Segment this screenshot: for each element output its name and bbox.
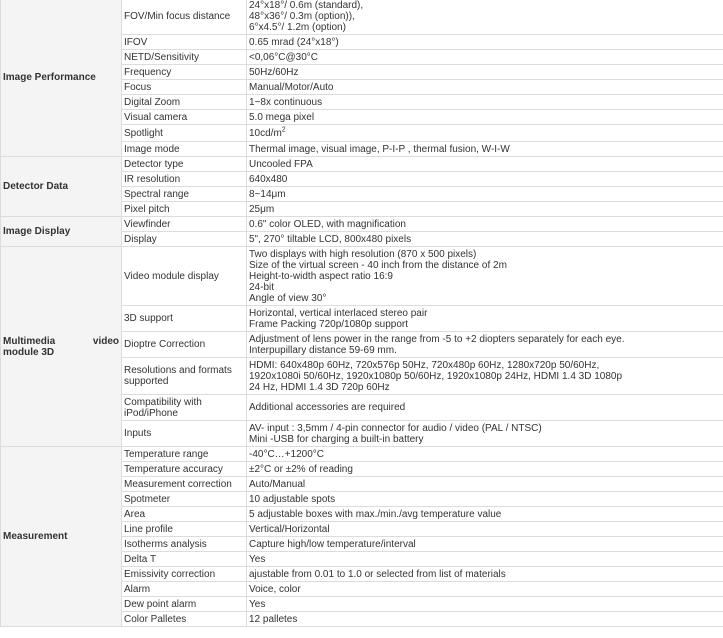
spec-value-text: 25μm	[249, 203, 275, 215]
spec-label: Detector type	[122, 157, 247, 172]
spec-value-text: ajustable from 0.01 to 1.0 or selected from list of materials	[249, 568, 506, 580]
spec-label: IR resolution	[122, 172, 247, 187]
spec-value	[247, 507, 723, 522]
spec-value-text: Auto/Manual	[249, 478, 306, 490]
spec-value	[247, 142, 723, 157]
spec-label: Video module display	[122, 247, 247, 306]
spec-value	[247, 582, 723, 597]
spec-value	[247, 0, 723, 35]
spec-group-heading: Detector Data	[1, 157, 122, 217]
specifications-table-body	[1, 0, 723, 627]
spec-value	[247, 492, 723, 507]
spec-value-text: AV- input : 3,5mm / 4-pin connector for audio / video (PAL / NTSC) Mini -USB for charging a built-in battery	[249, 422, 542, 445]
spec-value-text: 24°x18°/ 0.6m (standard), 48°x36°/ 0.3m (option)), 6°x4.5°/ 1.2m (option)	[249, 0, 364, 33]
spec-value	[247, 447, 723, 462]
spec-value-text: Capture high/low temperature/interval	[249, 538, 416, 550]
spec-value-text: Two displays with high resolution (870 x 500 pixels) Size of the virtual screen - 40 inch from the distance of 2m Height-to-width aspect ratio 16:9 24-bit Angle of view 30°	[249, 248, 507, 304]
spec-value	[247, 332, 723, 358]
spec-group-heading: Image Performance	[1, 0, 122, 157]
spec-value-text: <0,06°C@30°C	[249, 51, 319, 63]
spec-group-heading: Multimedia video module 3D	[1, 247, 122, 447]
spec-value	[247, 157, 723, 172]
spec-value-text: 12 palletes	[249, 613, 298, 625]
spec-value-text: 640x480	[249, 173, 288, 185]
spec-label: 3D support	[122, 306, 247, 332]
spec-value	[247, 567, 723, 582]
spec-label: Delta T	[122, 552, 247, 567]
spec-label: Spectral range	[122, 187, 247, 202]
spec-value	[247, 232, 723, 247]
spec-label: Spotlight	[122, 125, 247, 142]
spec-label: Line profile	[122, 522, 247, 537]
spec-label: Pixel pitch	[122, 202, 247, 217]
spec-label: Temperature range	[122, 447, 247, 462]
spec-value	[247, 187, 723, 202]
spec-value	[247, 462, 723, 477]
spec-value-text: Yes	[249, 598, 266, 610]
spec-value-text: 0.6" color OLED, with magnification	[249, 218, 406, 230]
spec-label: Compatibility with iPod/iPhone	[122, 395, 247, 421]
spec-label: Dioptre Correction	[122, 332, 247, 358]
spec-value-text: Vertical/Horizontal	[249, 523, 330, 535]
spec-label: Alarm	[122, 582, 247, 597]
spec-row	[1, 247, 723, 306]
spec-label: Visual camera	[122, 110, 247, 125]
spec-group-heading: Image Display	[1, 217, 122, 247]
spec-value-text: HDMI: 640x480p 60Hz, 720x576p 50Hz, 720x480p 60Hz, 1280x720p 50/60Hz, 1920x1080i 50/60Hz, 1920x1080p 50/60Hz, 1920x1080p 24Hz, HDMI 1.4 3D 1080p 24 Hz, HDMI 1.4 3D 720p 60Hz	[249, 359, 623, 393]
spec-label: FOV/Min focus distance	[122, 0, 247, 35]
spec-label: Temperature accuracy	[122, 462, 247, 477]
spec-row	[1, 447, 723, 462]
spec-label: Display	[122, 232, 247, 247]
spec-label: Image mode	[122, 142, 247, 157]
spec-value	[247, 217, 723, 232]
spec-label: Dew point alarm	[122, 597, 247, 612]
spec-label: Area	[122, 507, 247, 522]
spec-value	[247, 65, 723, 80]
spec-label: Digital Zoom	[122, 95, 247, 110]
spec-label: Emissivity correction	[122, 567, 247, 582]
spec-label: Viewfinder	[122, 217, 247, 232]
spec-value	[247, 421, 723, 447]
spec-value-text: 5.0 mega pixel	[249, 111, 315, 123]
spec-value	[247, 358, 723, 395]
spec-value	[247, 395, 723, 421]
spec-value	[247, 80, 723, 95]
spec-value	[247, 125, 723, 142]
spec-label: Measurement correction	[122, 477, 247, 492]
spec-label: Isotherms analysis	[122, 537, 247, 552]
spec-value	[247, 612, 723, 627]
spec-label: Spotmeter	[122, 492, 247, 507]
spec-value	[247, 306, 723, 332]
spec-value-text: Yes	[249, 553, 266, 565]
spec-value	[247, 95, 723, 110]
spec-value-text: 5 adjustable boxes with max./min./avg temperature value	[249, 508, 502, 520]
spec-value-text: 8~14μm	[249, 188, 286, 200]
spec-value	[247, 50, 723, 65]
spec-value	[247, 172, 723, 187]
spec-value-text: Adjustment of lens power in the range from -5 to +2 diopters separately for each eye. Interpupillary distance 59-69 mm.	[249, 333, 625, 356]
spec-value-text: Thermal image, visual image, P-I-P , thermal fusion, W-I-W	[249, 143, 510, 155]
spec-label: Focus	[122, 80, 247, 95]
spec-value-text: 10 adjustable spots	[249, 493, 336, 505]
spec-value-text: 5", 270° tiltable LCD, 800x480 pixels	[249, 233, 412, 245]
spec-value	[247, 597, 723, 612]
spec-label: Inputs	[122, 421, 247, 447]
spec-row	[1, 217, 723, 232]
spec-group-heading: Measurement	[1, 447, 122, 627]
spec-value-text: -40°C…+1200°C	[249, 448, 324, 460]
spec-value	[247, 110, 723, 125]
spec-value-text: Additional accessories are required	[249, 402, 406, 413]
spec-value-text: 10cd/m	[249, 127, 282, 139]
spec-value	[247, 477, 723, 492]
spec-label: NETD/Sensitivity	[122, 50, 247, 65]
spec-value	[247, 35, 723, 50]
spec-label: Frequency	[122, 65, 247, 80]
spec-row	[1, 0, 723, 35]
spec-value	[247, 247, 723, 306]
spec-value-text: Voice, color	[249, 583, 301, 595]
spec-label: Resolutions and formats supported	[122, 358, 247, 395]
spec-value-text: Uncooled FPA	[249, 158, 313, 170]
spec-row	[1, 157, 723, 172]
spec-value-text: 0.65 mrad (24°x18°)	[249, 36, 339, 48]
spec-value-text: Horizontal, vertical interlaced stereo pair Frame Packing 720p/1080p support	[249, 307, 428, 330]
spec-label: IFOV	[122, 35, 247, 50]
spec-label: Color Palletes	[122, 612, 247, 627]
spec-value	[247, 202, 723, 217]
spec-value-text: 1~8x continuous	[249, 96, 323, 108]
spec-value-text: 50Hz/60Hz	[249, 66, 299, 78]
spec-value-superscript: 2	[281, 126, 286, 134]
spec-value-text: ±2°C or ±2% of reading	[249, 463, 353, 475]
spec-value	[247, 537, 723, 552]
spec-value	[247, 522, 723, 537]
spec-value	[247, 552, 723, 567]
spec-value-text: Manual/Motor/Auto	[249, 81, 334, 93]
